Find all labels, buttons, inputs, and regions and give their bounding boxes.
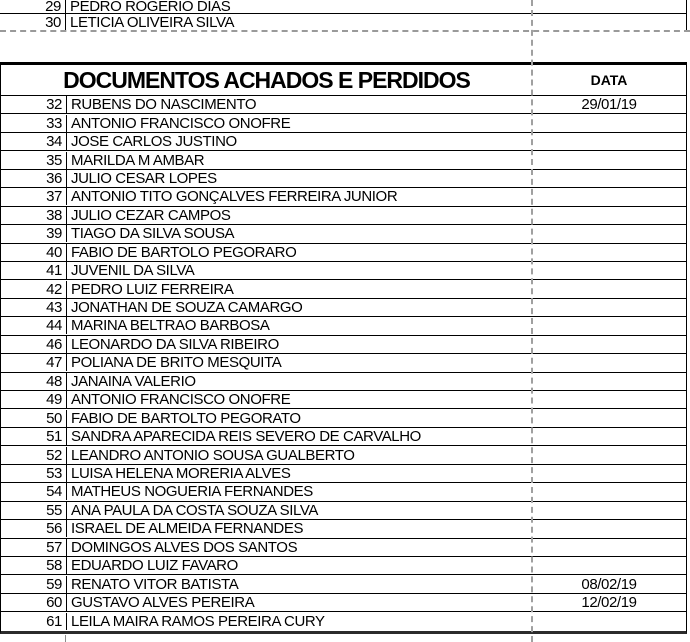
name-cell: MARILDA M AMBAR bbox=[71, 151, 205, 169]
table-row bbox=[0, 14, 686, 30]
section-title: DOCUMENTOS ACHADOS E PERDIDOS bbox=[63, 66, 470, 93]
name-cell: LEONARDO DA SILVA RIBEIRO bbox=[71, 335, 279, 353]
table-row bbox=[1, 502, 686, 520]
row-number-cell: 34 bbox=[1, 133, 67, 150]
name-cell: JOSE CARLOS JUSTINO bbox=[71, 133, 237, 151]
table-row bbox=[1, 299, 686, 317]
table-row bbox=[1, 520, 686, 538]
name-cell: RENATO VITOR BATISTA bbox=[71, 575, 239, 593]
name-cell: LUISA HELENA MORERIA ALVES bbox=[71, 464, 291, 482]
documents-rows bbox=[1, 96, 686, 631]
number-column-divider-stub bbox=[65, 635, 66, 642]
date-cell: 08/02/19 bbox=[581, 575, 637, 593]
row-number-cell: 36 bbox=[1, 170, 67, 187]
table-row bbox=[1, 262, 686, 280]
table-row bbox=[1, 539, 686, 557]
table-row bbox=[1, 575, 686, 593]
table-row bbox=[1, 151, 686, 169]
row-number-cell: 48 bbox=[1, 373, 67, 390]
row-number-cell: 59 bbox=[1, 576, 67, 593]
table-row bbox=[1, 336, 686, 354]
table-row bbox=[1, 96, 686, 114]
row-number-cell: 35 bbox=[1, 152, 67, 169]
section-header-row bbox=[1, 65, 686, 96]
row-number-cell: 57 bbox=[1, 539, 67, 556]
row-number-cell: 39 bbox=[1, 225, 67, 242]
row-number-cell: 41 bbox=[1, 262, 67, 279]
table-row bbox=[1, 280, 686, 298]
row-number-cell: 33 bbox=[1, 115, 67, 132]
row-number-cell: 40 bbox=[1, 244, 67, 261]
name-cell: JONATHAN DE SOUZA CAMARGO bbox=[71, 299, 303, 317]
name-cell: EDUARDO LUIZ FAVARO bbox=[71, 557, 238, 575]
table-row bbox=[1, 188, 686, 206]
row-number-cell: 50 bbox=[1, 410, 67, 427]
row-number-cell: 54 bbox=[1, 483, 67, 500]
previous-section-table bbox=[0, 0, 687, 30]
name-cell: ANTONIO FRANCISCO ONOFRE bbox=[71, 391, 291, 409]
table-row bbox=[1, 612, 686, 630]
date-cell: 29/01/19 bbox=[581, 96, 637, 114]
table-row bbox=[1, 409, 686, 427]
table-row bbox=[1, 557, 686, 575]
name-cell: JUVENIL DA SILVA bbox=[71, 262, 195, 280]
row-number-cell: 51 bbox=[1, 428, 67, 445]
table-row bbox=[1, 170, 686, 188]
data-column-header: DATA bbox=[590, 71, 628, 88]
name-cell: LETICIA OLIVEIRA SILVA bbox=[70, 13, 235, 31]
name-cell: PEDRO ROGERIO DIAS bbox=[70, 0, 231, 15]
name-cell: JANAINA VALERIO bbox=[71, 372, 196, 390]
name-cell: DOMINGOS ALVES DOS SANTOS bbox=[71, 538, 298, 556]
table-row bbox=[1, 391, 686, 409]
date-cell: 12/02/19 bbox=[581, 594, 637, 612]
name-cell: JULIO CESAR LOPES bbox=[71, 169, 217, 187]
row-number-cell: 43 bbox=[1, 299, 67, 316]
name-cell: MARINA BELTRAO BARBOSA bbox=[71, 317, 270, 335]
table-row bbox=[0, 0, 686, 14]
table-row bbox=[1, 133, 686, 151]
name-cell: TIAGO DA SILVA SOUSA bbox=[71, 225, 235, 243]
documents-table bbox=[0, 62, 687, 634]
name-cell: POLIANA DE BRITO MESQUITA bbox=[71, 354, 282, 372]
name-cell: FABIO DE BARTOLTO PEGORATO bbox=[71, 409, 301, 427]
table-row bbox=[1, 244, 686, 262]
row-number-cell: 46 bbox=[1, 336, 67, 353]
row-number-cell: 55 bbox=[1, 502, 67, 519]
table-row bbox=[1, 114, 686, 132]
name-cell: LEANDRO ANTONIO SOUSA GUALBERTO bbox=[71, 446, 355, 464]
table-row bbox=[1, 225, 686, 243]
table-row bbox=[1, 465, 686, 483]
table-row bbox=[1, 446, 686, 464]
table-row bbox=[1, 594, 686, 612]
name-cell: ANTONIO TITO GONÇALVES FERREIRA JUNIOR bbox=[71, 188, 398, 206]
table-row bbox=[1, 207, 686, 225]
row-number-cell: 61 bbox=[1, 613, 67, 630]
name-cell: RUBENS DO NASCIMENTO bbox=[71, 96, 257, 114]
table-row bbox=[1, 428, 686, 446]
row-number-cell: 42 bbox=[1, 281, 67, 298]
table-row bbox=[1, 483, 686, 501]
row-number-cell: 60 bbox=[1, 594, 67, 611]
row-number-cell: 49 bbox=[1, 391, 67, 408]
row-number-cell: 29 bbox=[0, 0, 66, 15]
name-cell: PEDRO LUIZ FERREIRA bbox=[71, 280, 234, 298]
name-cell: SANDRA APARECIDA REIS SEVERO DE CARVALHO bbox=[71, 428, 421, 446]
row-number-cell: 56 bbox=[1, 520, 67, 537]
row-number-cell: 44 bbox=[1, 317, 67, 334]
row-number-cell: 38 bbox=[1, 207, 67, 224]
table-row bbox=[1, 317, 686, 335]
name-cell: ANTONIO FRANCISCO ONOFRE bbox=[71, 114, 291, 132]
row-number-cell: 32 bbox=[1, 96, 67, 113]
name-cell: JULIO CEZAR CAMPOS bbox=[71, 206, 231, 224]
name-cell: FABIO DE BARTOLO PEGORARO bbox=[71, 243, 297, 261]
row-number-cell: 47 bbox=[1, 354, 67, 371]
row-number-cell: 52 bbox=[1, 447, 67, 464]
name-cell: ISRAEL DE ALMEIDA FERNANDES bbox=[71, 520, 304, 538]
name-cell: LEILA MAIRA RAMOS PEREIRA CURY bbox=[71, 612, 325, 630]
name-cell: ANA PAULA DA COSTA SOUZA SILVA bbox=[71, 501, 318, 519]
table-row bbox=[1, 373, 686, 391]
row-number-cell: 37 bbox=[1, 188, 67, 205]
table-row bbox=[1, 354, 686, 372]
row-number-cell: 30 bbox=[0, 14, 66, 31]
name-cell: GUSTAVO ALVES PEREIRA bbox=[71, 594, 255, 612]
name-cell: MATHEUS NOGUERIA FERNANDES bbox=[71, 483, 313, 501]
row-number-cell: 58 bbox=[1, 557, 67, 574]
row-number-cell: 53 bbox=[1, 465, 67, 482]
